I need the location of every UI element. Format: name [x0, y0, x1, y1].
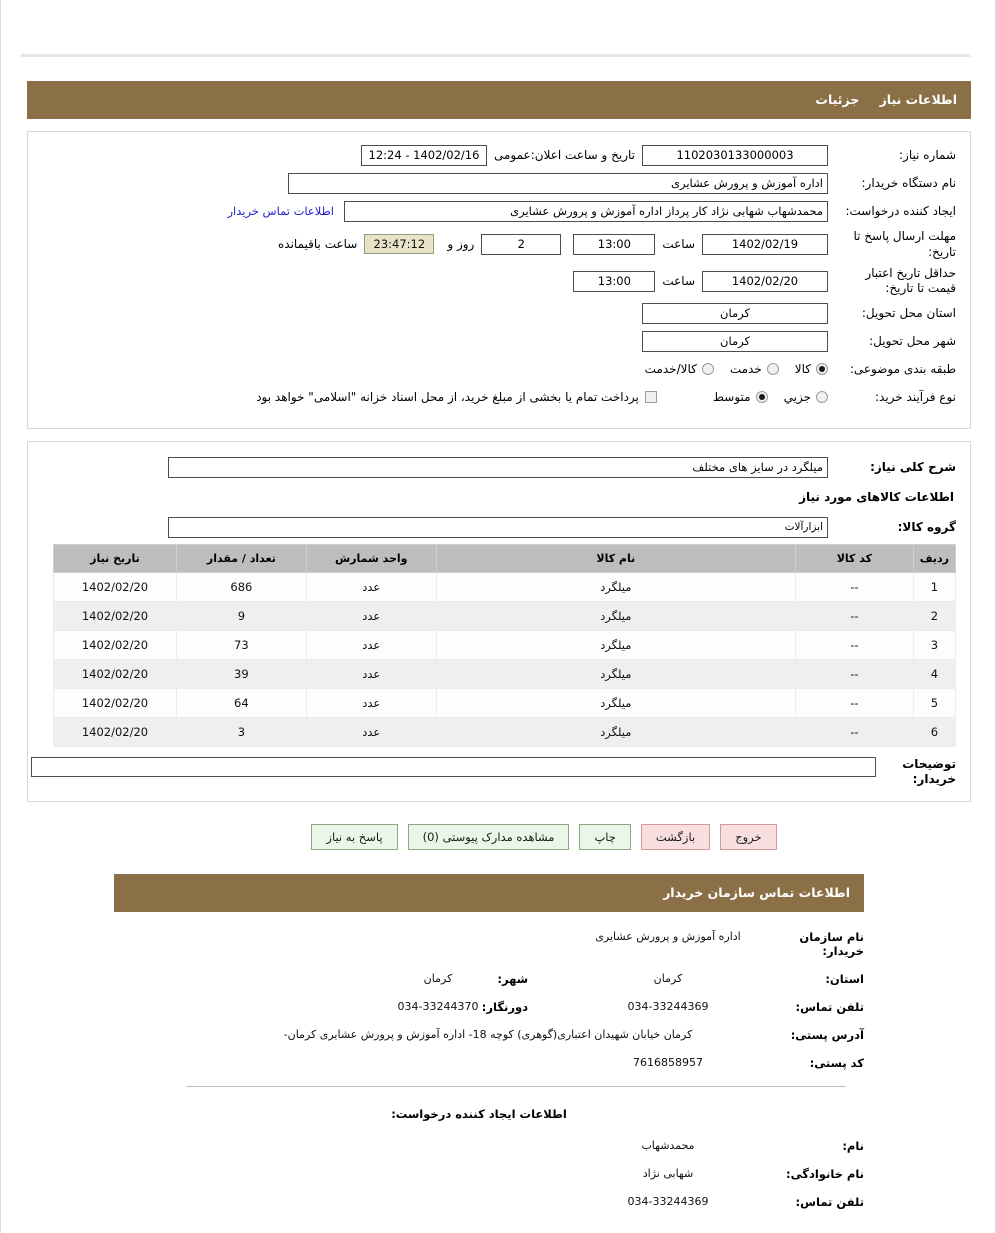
top-divider: [21, 54, 971, 57]
requester-lastname-value: شهابی نژاد: [642, 1167, 694, 1181]
buyer-notes-value: [31, 757, 876, 777]
contact-org-row: [114, 930, 864, 958]
table-row: [54, 602, 956, 631]
goods-table: [53, 544, 956, 747]
validity-label: حداقل تاریخ اعتبار قیمت تا تاریخ:: [865, 266, 956, 296]
deadline-row: [42, 228, 956, 260]
validity-date-value: 1402/02/20: [702, 271, 828, 292]
deadline-time-label: ساعت: [662, 237, 695, 252]
cell-unit: عدد: [306, 602, 436, 631]
validity-row: [42, 266, 956, 296]
goods-panel: [27, 441, 971, 802]
cell-date: 1402/02/20: [54, 689, 177, 718]
classification-option-khedmat-label: خدمت: [729, 362, 762, 377]
action-button-bar: [27, 824, 971, 850]
contact-phone-row: [114, 1000, 864, 1014]
cell-code: --: [795, 602, 913, 631]
process-type-row: [42, 386, 956, 408]
exit-button[interactable]: خروج: [720, 824, 776, 850]
goods-table-header-row: [54, 545, 956, 573]
column-header-row: ردیف: [913, 545, 955, 573]
cell-unit: عدد: [306, 573, 436, 602]
need-number-label: شماره نیاز:: [899, 147, 956, 162]
requester-lastname-label: نام خانوادگی:: [786, 1167, 864, 1182]
cell-qty: 73: [176, 631, 306, 660]
cell-row: 2: [913, 602, 955, 631]
goods-group-row: [42, 516, 956, 538]
need-description-label: شرح کلی نیاز:: [870, 459, 956, 474]
cell-date: 1402/02/20: [54, 718, 177, 747]
process-type-label: نوع فرآیند خرید:: [875, 390, 956, 405]
cell-code: --: [795, 631, 913, 660]
requester-phone-value: 034-33244369: [627, 1195, 709, 1209]
buyer-org-label: نام دستگاه خریدار:: [861, 175, 956, 190]
cell-unit: عدد: [306, 689, 436, 718]
contact-phone-label: تلفن تماس:: [795, 1000, 864, 1015]
remaining-days-value: 2: [481, 234, 561, 255]
print-button[interactable]: چاپ: [579, 824, 630, 850]
requester-firstname-value: محمدشهاب: [641, 1139, 695, 1153]
delivery-city-label: شهر محل تحویل:: [869, 334, 956, 349]
cell-qty: 9: [176, 602, 306, 631]
need-description-row: [42, 456, 956, 478]
requester-firstname-label: نام:: [842, 1139, 864, 1154]
countdown-label: ساعت باقیمانده: [278, 237, 358, 252]
validity-time-label: ساعت: [662, 274, 695, 289]
section-bar-subtitle: جزئیات: [815, 92, 860, 107]
validity-time-value: 13:00: [573, 271, 655, 292]
deadline-date-value: 1402/02/19: [702, 234, 828, 255]
classification-row: [42, 358, 956, 380]
process-option-motevaset-label: متوسط: [712, 390, 751, 405]
deadline-label: مهلت ارسال پاسخ تا تاریخ:: [853, 229, 956, 260]
contact-section: [114, 874, 884, 1209]
contact-city-value: کرمان: [423, 972, 453, 986]
creator-value: محمدشهاب شهابی نژاد کار پرداز اداره آموزش و پرورش عشایری: [344, 201, 828, 222]
cell-name: میلگرد: [436, 660, 795, 689]
cell-name: میلگرد: [436, 631, 795, 660]
need-info-panel: [27, 131, 971, 429]
back-button[interactable]: بازگشت: [641, 824, 710, 850]
contact-divider: [186, 1086, 846, 1087]
cell-qty: 686: [176, 573, 306, 602]
table-row: [54, 631, 956, 660]
checkbox-icon-treasury[interactable]: [645, 391, 657, 403]
table-row: [54, 660, 956, 689]
countdown-timer: 23:47:12: [364, 234, 434, 254]
creator-label: ایجاد کننده درخواست:: [845, 203, 956, 218]
cell-code: --: [795, 689, 913, 718]
need-number-row: [42, 144, 956, 166]
respond-to-need-button[interactable]: پاسخ به نیاز: [311, 824, 397, 850]
radio-icon-jozei[interactable]: [816, 391, 828, 403]
cell-name: میلگرد: [436, 689, 795, 718]
buyer-notes-label: توضیحات خریدار:: [902, 757, 956, 787]
treasury-bond-label: پرداخت تمام یا بخشی از مبلغ خرید، از محل اسناد خزانه "اسلامی" خواهد بود: [256, 390, 639, 405]
need-number-value: 1102030133000003: [642, 145, 828, 166]
classification-option-kala-label: کالا: [794, 362, 811, 377]
requester-section-title: اطلاعات ایجاد کننده درخواست:: [391, 1107, 567, 1122]
requester-phone-row: [114, 1195, 864, 1209]
cell-name: میلگرد: [436, 573, 795, 602]
requester-firstname-row: [114, 1139, 864, 1153]
cell-code: --: [795, 573, 913, 602]
cell-code: --: [795, 660, 913, 689]
process-option-jozei[interactable]: [784, 390, 828, 404]
cell-unit: عدد: [306, 718, 436, 747]
goods-section-title: اطلاعات کالاهای مورد نیاز: [799, 490, 954, 505]
cell-qty: 39: [176, 660, 306, 689]
requester-lastname-row: [114, 1167, 864, 1181]
cell-row: 5: [913, 689, 955, 718]
cell-row: 1: [913, 573, 955, 602]
cell-row: 3: [913, 631, 955, 660]
process-option-jozei-label: جزيي: [783, 390, 811, 405]
cell-unit: عدد: [306, 631, 436, 660]
cell-row: 4: [913, 660, 955, 689]
contact-province-value: کرمان: [653, 972, 683, 986]
contact-fax-label: دورنگار:: [481, 1000, 528, 1015]
buyer-notes-row: [42, 757, 956, 787]
cell-unit: عدد: [306, 660, 436, 689]
announce-label: تاریخ و ساعت اعلان:عمومی: [493, 148, 635, 162]
need-description-value: میلگرد در سایز های مختلف: [168, 457, 828, 478]
delivery-city-row: [42, 330, 956, 352]
contact-postal-label: کد پستی:: [809, 1056, 864, 1071]
buyer-org-value: اداره آموزش و پرورش عشایری: [288, 173, 828, 194]
contact-address-label: آدرس پستی:: [790, 1028, 864, 1043]
radio-icon-kala-khedmat[interactable]: [702, 363, 714, 375]
classification-option-kala[interactable]: [795, 362, 828, 376]
deadline-time-value: 13:00: [573, 234, 655, 255]
cell-qty: 64: [176, 689, 306, 718]
cell-qty: 3: [176, 718, 306, 747]
requester-details: [114, 1139, 864, 1209]
column-header-qty: تعداد / مقدار: [176, 545, 306, 573]
table-row: [54, 718, 956, 747]
contact-city-label: شهر:: [497, 972, 528, 987]
table-row: [54, 573, 956, 602]
cell-row: 6: [913, 718, 955, 747]
creator-row: [42, 200, 956, 222]
goods-group-value: ابزارآلات: [168, 517, 828, 538]
table-row: [54, 689, 956, 718]
cell-name: میلگرد: [436, 602, 795, 631]
page-body: [1, 81, 995, 1209]
contact-location-row: [114, 972, 864, 986]
buyer-org-row: [42, 172, 956, 194]
contact-org-value: اداره آموزش و پرورش عشایری: [595, 930, 741, 944]
buyer-contact-link[interactable]: اطلاعات تماس خریدار: [227, 204, 334, 218]
contact-phone-value: 034-33244369: [627, 1000, 709, 1014]
contact-section-bar: [114, 874, 864, 912]
radio-icon-khedmat[interactable]: [767, 363, 779, 375]
contact-fax-value: 034-33244370: [397, 1000, 479, 1014]
contact-postal-value: 7616858957: [633, 1056, 703, 1070]
column-header-name: نام کالا: [436, 545, 795, 573]
classification-option-kala-khedmat-label: کالا/خدمت: [644, 362, 697, 377]
page-top-spacer: [1, 0, 995, 54]
delivery-province-label: استان محل تحویل:: [861, 306, 956, 321]
cell-code: --: [795, 718, 913, 747]
contact-address-row: [114, 1028, 864, 1042]
delivery-province-value: کرمان: [642, 303, 828, 324]
cell-date: 1402/02/20: [54, 660, 177, 689]
section-bar-title: اطلاعات نیاز: [879, 92, 957, 107]
view-attachments-button[interactable]: مشاهده مدارک پیوستی (0): [408, 824, 570, 850]
radio-icon-kala[interactable]: [816, 363, 828, 375]
buyer-contact-details: [114, 912, 864, 1070]
need-info-section-bar: [27, 81, 971, 119]
contact-bar-title: اطلاعات تماس سازمان خریدار: [663, 885, 850, 901]
delivery-city-value: کرمان: [642, 331, 828, 352]
contact-postal-row: [114, 1056, 864, 1070]
classification-option-kala-khedmat[interactable]: [645, 362, 714, 376]
classification-label: طبقه بندی موضوعی:: [849, 362, 956, 377]
classification-option-khedmat[interactable]: [730, 362, 779, 376]
contact-address-value: کرمان خیابان شهیدان اعتباری(گوهری) کوچه 18- اداره آموزش و پرورش عشایری کرمان-: [283, 1028, 693, 1042]
process-option-motevaset[interactable]: [713, 390, 768, 404]
column-header-date: تاریخ نیاز: [54, 545, 177, 573]
column-header-code: کد کالا: [795, 545, 913, 573]
radio-icon-motevaset[interactable]: [756, 391, 768, 403]
contact-province-label: استان:: [825, 972, 864, 987]
delivery-province-row: [42, 302, 956, 324]
cell-date: 1402/02/20: [54, 631, 177, 660]
cell-date: 1402/02/20: [54, 602, 177, 631]
requester-phone-label: تلفن تماس:: [795, 1195, 864, 1210]
goods-group-label: گروه کالا:: [897, 519, 956, 534]
contact-org-label: نام سازمان خریدار:: [799, 930, 864, 959]
cell-date: 1402/02/20: [54, 573, 177, 602]
treasury-bond-checkbox-group[interactable]: [256, 390, 657, 404]
announce-datetime-value: 1402/02/16 - 12:24: [361, 145, 487, 166]
column-header-unit: واحد شمارش: [306, 545, 436, 573]
cell-name: میلگرد: [436, 718, 795, 747]
remaining-days-label: روز و: [447, 237, 475, 252]
